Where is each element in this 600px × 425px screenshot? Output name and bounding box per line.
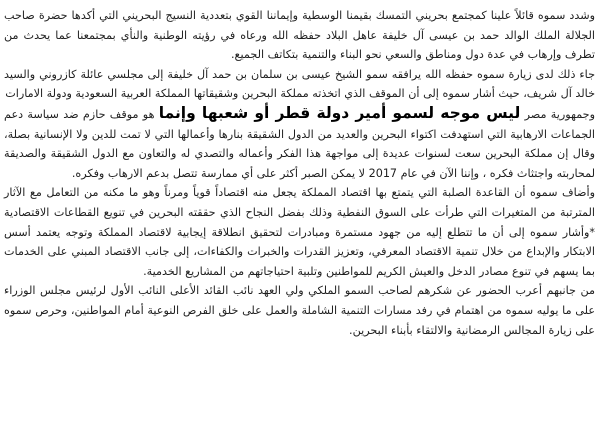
emphasized-headline: ليس موجه لسمو أمير دولة قطر أو شعبها وإنما — [158, 103, 521, 122]
paragraph-1: وشدد سموه قائلاً علينا كمجتمع بحريني التمسك بقيمنا الوسطية وإيماننا القوي بتعددية النسيج البحريني التي أكدها حضرة صاحب الجلالة الملك الوالد حمد بن عيسى آل خليفة عاهل البلاد حفظه الله ورعاه في رؤيته الوطنية والنأي بمجتمعنا عما يحدث من تطرف وإرهاب في عدة دول ومناطق والسعي نحو البناء والتنمية بتكاتف الجميع. — [4, 9, 595, 62]
paragraph-3-start: وجمهورية مصر — [524, 107, 595, 121]
paragraph-3-end: هو موقف حازم ضد سياسة دعم الجماعات الارهابية التي استهدفت اكتواء البحرين والعديد من الدول الشقيقة بنارها وأعمالها التي لا تمت للدين ولا الإنسانية بصلة، وقال إن مملكة البحرين سعت لسنوات عديدة إلى مواجهة هذا الفكر وأعماله والتصدي له والتعاون مع الدول الشقيقة والصديقة لمحاربته واجتثاث فكره ، وإننا الآن في عام 2017 لا يمكن الصبر أكثر على أي ممارسة تتصل بدعم الارهاب وفكره. — [4, 107, 595, 180]
paragraph-5: من جانبهم أعرب الحضور عن شكرهم لصاحب السمو الملكي ولي العهد نائب القائد الأعلى النائب الأول لرئيس مجلس الوزراء على ما يوليه سموه من اهتمام في رفد مسارات التنمية الشاملة والعمل على خلق الفرص النوعية أمام المواطنين، وحرص سموه على زيارة المجالس الرمضانية والالتقاء بأبناء البحرين. — [4, 284, 595, 337]
paragraph-4: وأضاف سموه أن القاعدة الصلبة التي يتمتع بها اقتصاد المملكة يجعل منه اقتصاداً قوياً ومرناً وهو ما مكنه من التعامل مع الآثار المترتبة من المتغيرات التي طرأت على السوق النفطية وذلك بفضل النجاح الذي حققته البحرين في تنويع القطاعات الاقتصادية *وأشار سموه إلى أن ما تتطلع إليه من جهود مستمرة ومبادرات لتحقيق انطلاقة إيجابية لاقتصاد المملكة وتوجه يعتمد أسس الابتكار والإبداع من خلال تنمية الاقتصاد المعرفي، وتعزيز القدرات والخبرات والكفاءات، إلى جانب الاقتصاد المبني على الخدمات بما يسهم في تنوع مصادر الدخل والعيش الكريم للمواطنين وتلبية احتياجاتهم من المشاريع الخدمية. — [4, 186, 595, 278]
paragraph-2: جاء ذلك لدى زيارة سموه حفظه الله يرافقه سمو الشيخ عيسى بن سلمان بن حمد آل خليفة إلى مجلسي عائلة كازروني والسيد خالد آل شريف، حيث أشار سموه إلى أن الموقف الذي اتخذته مملكة البحرين وشقيقاتها المملكة العربية السعودية ودولة الامارات — [4, 67, 595, 101]
paragraph-3 — [4, 104, 595, 183]
